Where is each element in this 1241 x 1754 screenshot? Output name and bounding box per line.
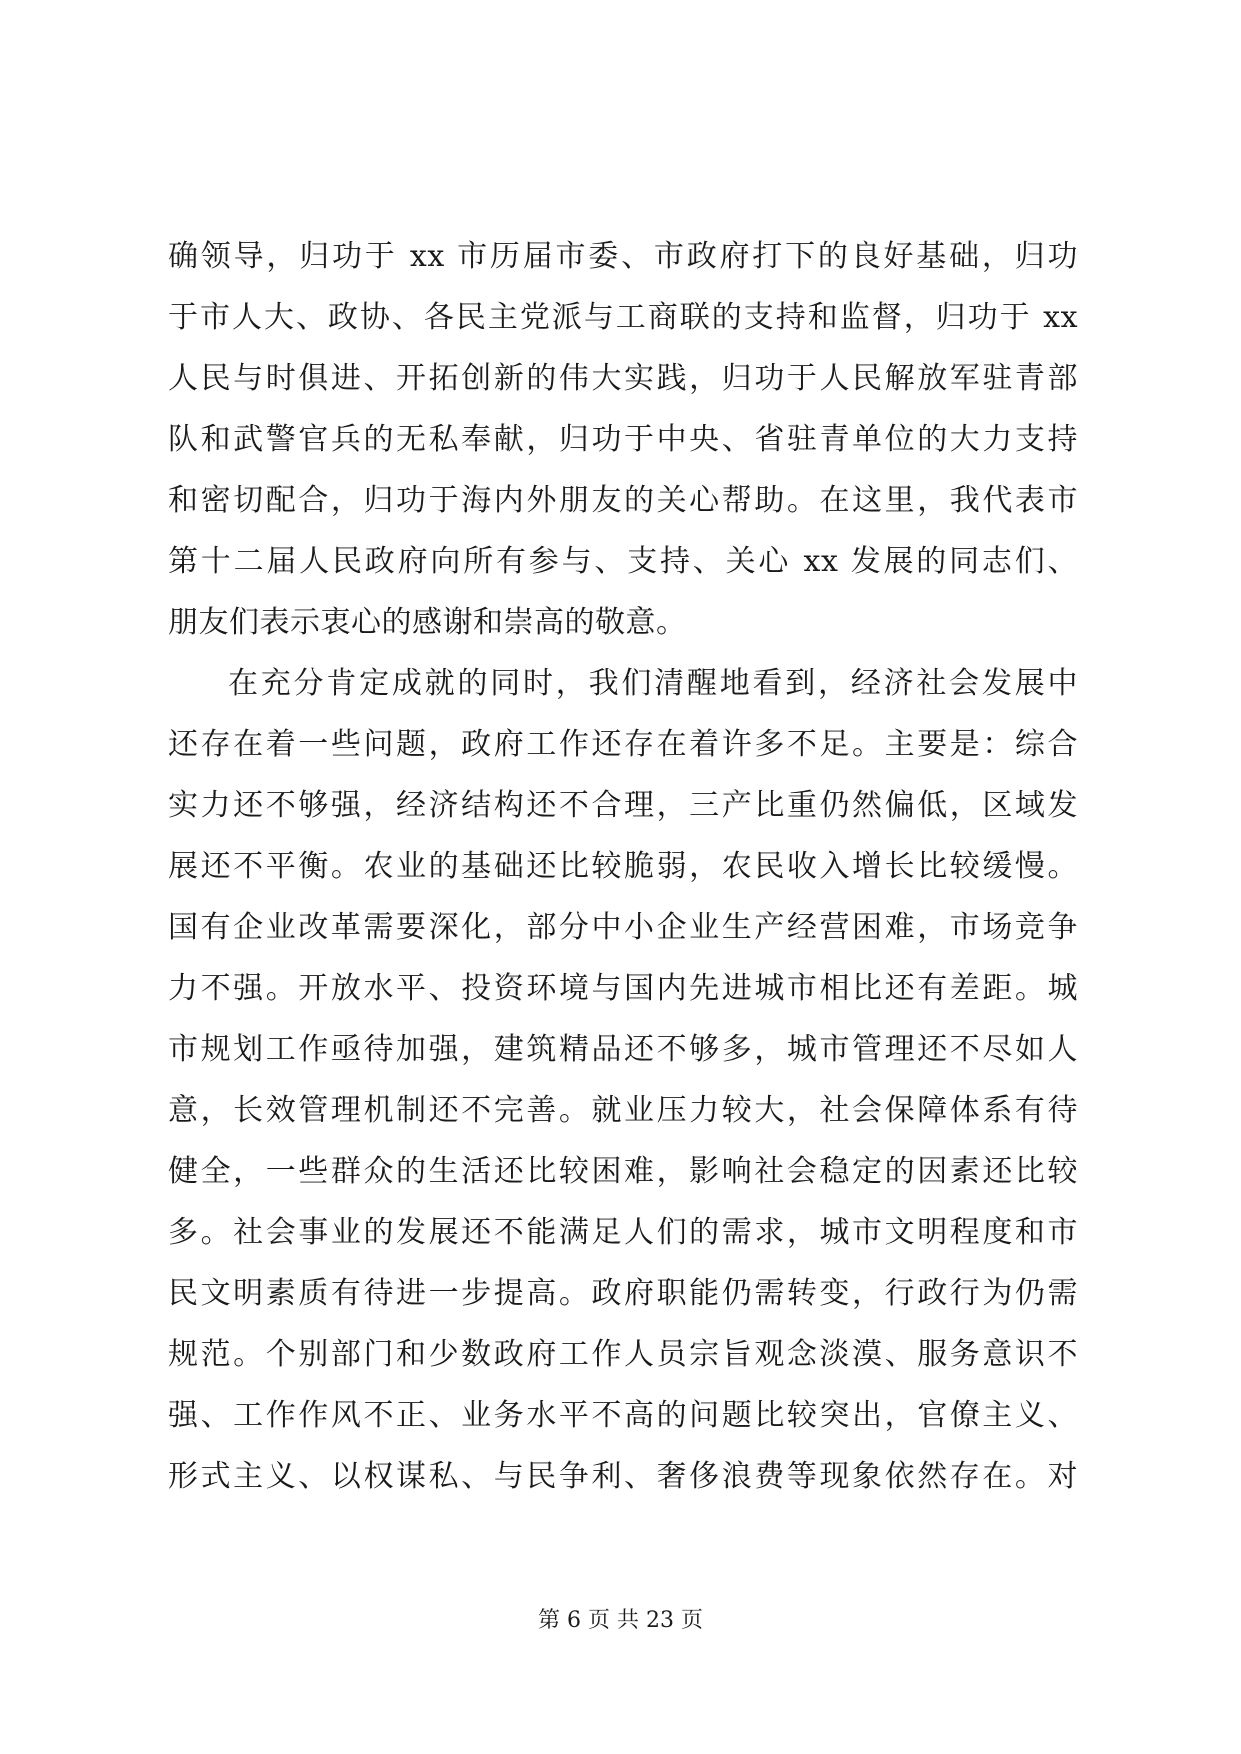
text-line: 意，长效管理机制还不完善。就业压力较大，社会保障体系有待 <box>168 1093 1078 1128</box>
text-line: 第十二届人民政府向所有参与、支持、关心 xx 发展的同志们、 <box>168 544 1078 579</box>
text-line: 民文明素质有待进一步提高。政府职能仍需转变，行政行为仍需 <box>168 1276 1078 1311</box>
body-text <box>168 226 1078 1507</box>
text-line: 在充分肯定成就的同时，我们清醒地看到，经济社会发展中 <box>228 666 1078 701</box>
text-line: 市规划工作亟待加强，建筑精品还不够多，城市管理还不尽如人 <box>168 1032 1078 1067</box>
text-line: 朋友们表示衷心的感谢和崇高的敬意。 <box>168 605 687 640</box>
text-line: 和密切配合，归功于海内外朋友的关心帮助。在这里，我代表市 <box>168 483 1078 518</box>
text-line: 健全，一些群众的生活还比较困难，影响社会稳定的因素还比较 <box>168 1154 1078 1189</box>
text-line: 力不强。开放水平、投资环境与国内先进城市相比还有差距。城 <box>168 971 1078 1006</box>
page-footer <box>0 1606 1241 1636</box>
text-line: 强、工作作风不正、业务水平不高的问题比较突出，官僚主义、 <box>168 1398 1078 1433</box>
text-line: 人民与时俱进、开拓创新的伟大实践，归功于人民解放军驻青部 <box>168 361 1078 396</box>
text-line: 还存在着一些问题，政府工作还存在着许多不足。主要是：综合 <box>168 727 1078 762</box>
text-line: 国有企业改革需要深化，部分中小企业生产经营困难，市场竞争 <box>168 910 1078 945</box>
text-line: 实力还不够强，经济结构还不合理，三产比重仍然偏低，区域发 <box>168 788 1078 823</box>
paragraph-1 <box>168 226 1078 653</box>
text-line: 于市人大、政协、各民主党派与工商联的支持和监督，归功于 xx <box>168 300 1078 335</box>
text-line: 多。社会事业的发展还不能满足人们的需求，城市文明程度和市 <box>168 1215 1078 1250</box>
text-line: 规范。个别部门和少数政府工作人员宗旨观念淡漠、服务意识不 <box>168 1337 1078 1372</box>
text-line: 展还不平衡。农业的基础还比较脆弱，农民收入增长比较缓慢。 <box>168 849 1078 884</box>
text-line: 形式主义、以权谋私、与民争利、奢侈浪费等现象依然存在。对 <box>168 1459 1078 1494</box>
text-line: 队和武警官兵的无私奉献，归功于中央、省驻青单位的大力支持 <box>168 422 1078 457</box>
page-number: 第 6 页 共 23 页 <box>538 1608 703 1633</box>
paragraph-2 <box>168 653 1078 1507</box>
text-line: 确领导，归功于 xx 市历届市委、市政府打下的良好基础，归功 <box>168 239 1078 274</box>
